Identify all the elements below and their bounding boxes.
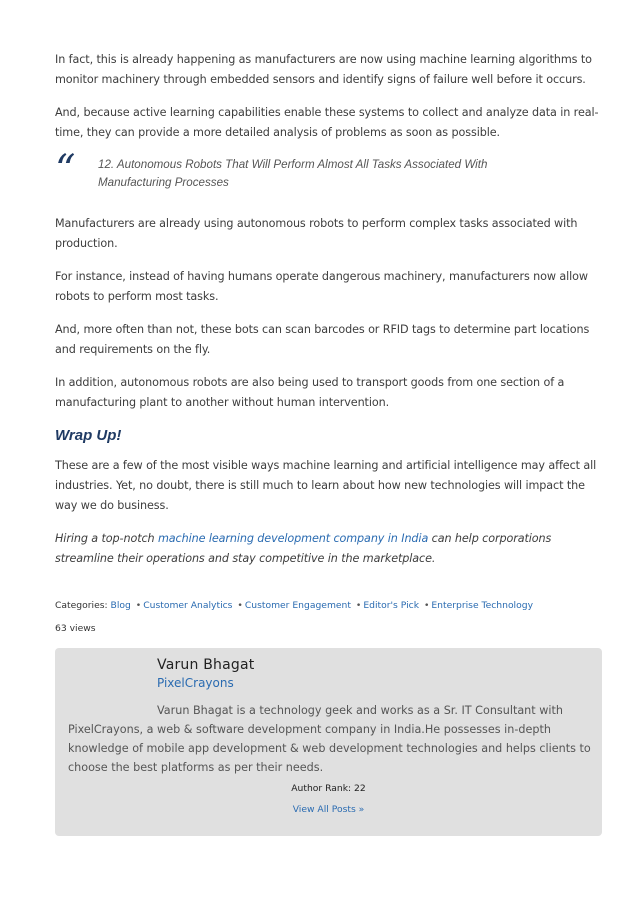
closing-paragraph <box>55 529 603 569</box>
author-box <box>55 648 602 836</box>
article-body <box>55 50 603 582</box>
section-heading: Wrap Up! <box>55 427 122 444</box>
quote-icon: “ <box>55 147 76 193</box>
view-count: 63 views <box>55 623 96 634</box>
paragraph: And, more often than not, these bots can scan barcodes or RFID tags to determine part locations and requirements on the fly. <box>55 323 590 356</box>
paragraph: For instance, instead of having humans operate dangerous machinery, manufacturers now allow robots to perform most tasks. <box>55 270 588 303</box>
author-name: Varun Bhagat <box>157 657 255 673</box>
separator: • <box>355 600 362 611</box>
category-link-customer-analytics[interactable]: Customer Analytics <box>143 600 233 611</box>
author-bio: Varun Bhagat is a technology geek and works as a Sr. IT Consultant with PixelCrayons, a web & software development company in India.He possesses in-depth knowledge of mobile app development & web development technologies and helps clients to choose the best platforms as per their needs. <box>68 704 591 774</box>
paragraph: Manufacturers are already using autonomous robots to perform complex tasks associated with production. <box>55 217 578 250</box>
company-link[interactable]: machine learning development company in India <box>157 532 429 545</box>
categories-label: Categories: <box>55 600 108 611</box>
closing-text-before: Hiring a top-notch <box>55 532 158 545</box>
view-all-posts-container <box>55 804 602 815</box>
paragraph: And, because active learning capabilities enable these systems to collect and analyze data in real-time, they can provide a more detailed analysis of problems as soon as possible. <box>55 106 599 139</box>
paragraph: These are a few of the most visible ways machine learning and artificial intelligence may affect all industries. Yet, no doubt, there is still much to learn about how new technologies will impact the way we do business. <box>55 459 597 512</box>
quote-text: 12. Autonomous Robots That Will Perform Almost All Tasks Associated With Manufacturing Processes <box>98 158 488 189</box>
category-link-editors-pick[interactable]: Editor's Pick <box>363 600 420 611</box>
author-rank: Author Rank: 22 <box>291 783 366 794</box>
paragraph: In addition, autonomous robots are also being used to transport goods from one section of a manufacturing plant to another without human intervention. <box>55 376 565 409</box>
separator: • <box>135 600 142 611</box>
category-link-enterprise-technology[interactable]: Enterprise Technology <box>431 600 534 611</box>
paragraph: In fact, this is already happening as manufacturers are now using machine learning algorithms to monitor machinery through embedded sensors and identify signs of failure well before it occurs. <box>55 53 592 86</box>
closing-text-after: can help corporations streamline their operations and stay competitive in the marketplace. <box>55 532 552 565</box>
pull-quote <box>55 147 603 193</box>
categories-row <box>55 598 533 614</box>
separator: • <box>237 600 243 611</box>
category-link-customer-engagement[interactable]: Customer Engagement <box>244 600 351 611</box>
separator: • <box>423 600 430 611</box>
view-all-posts-link[interactable]: View All Posts » <box>292 804 365 815</box>
author-company-link[interactable]: PixelCrayons <box>157 676 234 690</box>
category-link-blog[interactable]: Blog <box>110 600 131 611</box>
